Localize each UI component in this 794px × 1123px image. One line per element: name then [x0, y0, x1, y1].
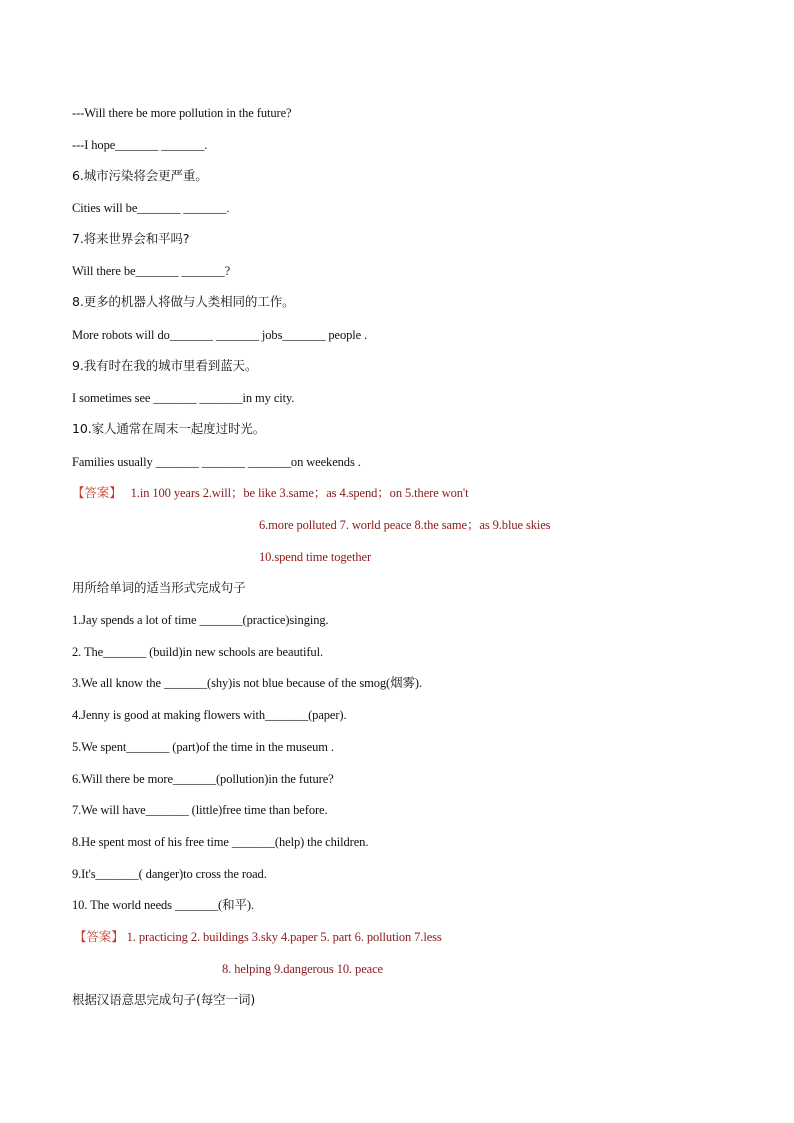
answer-text: 10.spend time together: [259, 550, 372, 564]
exercise-item: 8.He spent most of his free time _______(help) the children.: [72, 835, 369, 849]
q5-question: ---Will there be more pollution in the future?: [72, 106, 292, 120]
section-heading: 根据汉语意思完成句子(每空一词): [72, 992, 256, 1007]
answer-text: 8. helping 9.dangerous 10. peace: [222, 962, 383, 976]
answer-tag: 【答案】: [74, 929, 124, 944]
q9-chinese: 9.我有时在我的城市里看到蓝天。: [72, 358, 258, 373]
q10-english: Families usually _______ _______ _______on weekends .: [72, 455, 361, 469]
q5-answer-line: ---I hope_______ _______.: [72, 138, 208, 152]
exercise-item: 3.We all know the _______(shy)is not blue because of the smog(烟雾).: [72, 676, 422, 690]
exercise-item: 2. The_______ (build)in new schools are beautiful.: [72, 645, 323, 659]
q10-chinese: 10.家人通常在周末一起度过时光。: [72, 421, 266, 436]
section-heading: 用所给单词的适当形式完成句子: [72, 580, 246, 595]
exercise-item: 10. The world needs _______(和平).: [72, 898, 254, 912]
q8-english: More robots will do_______ _______ jobs_______ people .: [72, 328, 368, 342]
exercise-item: 4.Jenny is good at making flowers with_______(paper).: [72, 708, 347, 722]
exercise-item: 6.Will there be more_______(pollution)in the future?: [72, 772, 334, 786]
answer-text: 6.more polluted 7. world peace 8.the same；as 9.blue skies: [259, 518, 551, 532]
answer-block-2: [74, 929, 442, 945]
answer-tag: 【答案】: [72, 485, 122, 500]
q8-chinese: 8.更多的机器人将做与人类相同的工作。: [72, 294, 295, 309]
q7-english: Will there be_______ _______?: [72, 264, 231, 278]
q6-english: Cities will be_______ _______.: [72, 201, 230, 215]
exercise-item: 9.It's_______( danger)to cross the road.: [72, 867, 267, 881]
answer-text: 1.in 100 years 2.will；be like 3.same；as 4.spend；on 5.there won't: [130, 486, 469, 500]
exercise-item: 7.We will have_______ (little)free time than before.: [72, 803, 328, 817]
q7-chinese: 7.将来世界会和平吗?: [72, 231, 190, 246]
exercise-item: 5.We spent_______ (part)of the time in the museum .: [72, 740, 334, 754]
answer-block-1: [72, 485, 468, 501]
q9-english: I sometimes see _______ _______in my city.: [72, 391, 295, 405]
q6-chinese: 6.城市污染将会更严重。: [72, 168, 208, 183]
exercise-item: 1.Jay spends a lot of time _______(practice)singing.: [72, 613, 329, 627]
answer-text: 1. practicing 2. buildings 3.sky 4.paper 5. part 6. pollution 7.less: [126, 930, 442, 944]
